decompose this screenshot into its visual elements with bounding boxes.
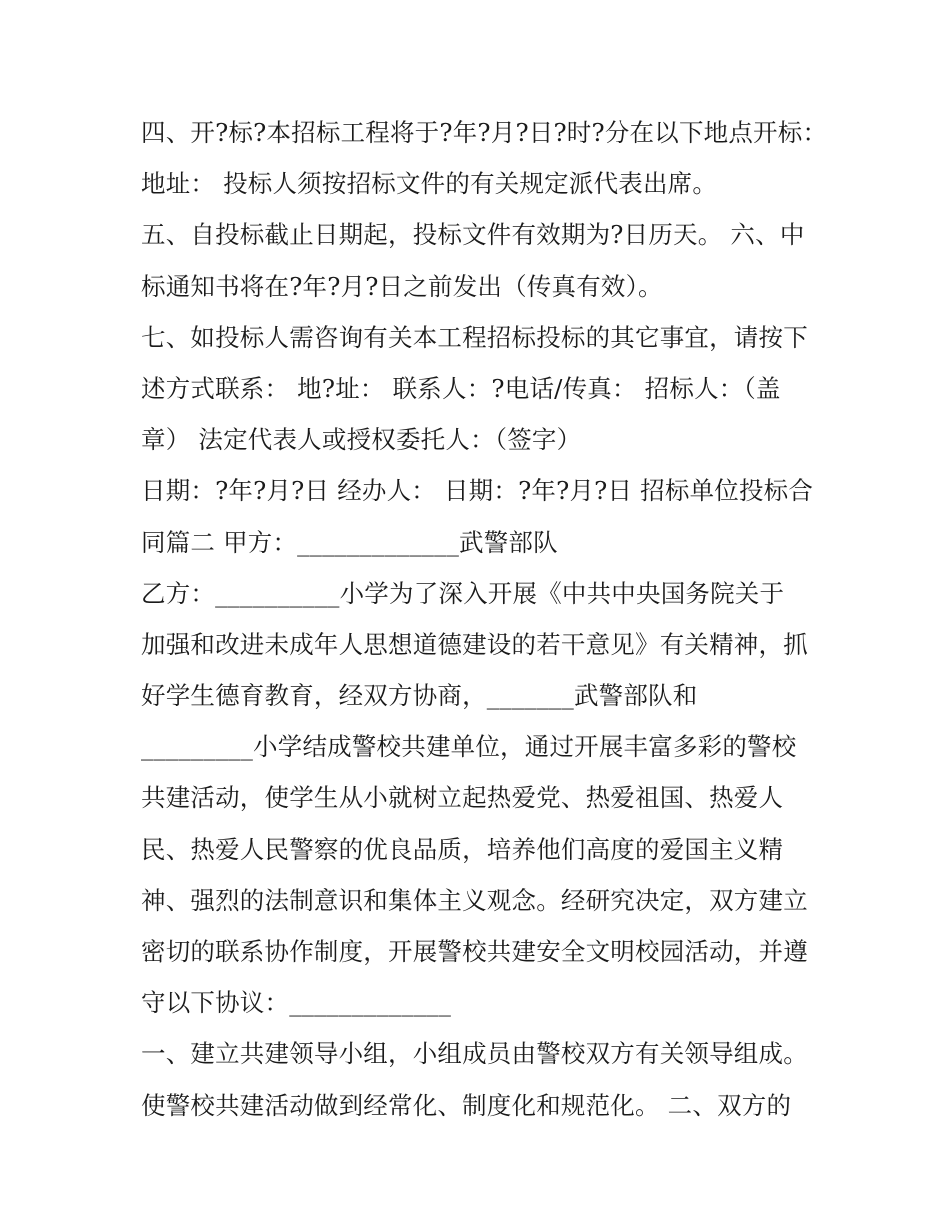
text-line: 四、开?标?本招标工程将于?年?月?日?时?分在以下地点开标： — [141, 118, 828, 147]
text-line: 标通知书将在?年?月?日之前发出（传真有效）。 — [141, 271, 663, 301]
text-line: 地址： 投标人须按招标文件的有关规定派代表出席。 — [141, 169, 718, 199]
text-line: 一、建立共建领导小组，小组成员由警校双方有关领导组成。 — [141, 1039, 808, 1069]
text-line: 五、自投标截止日期起，投标文件有效期为?日历天。 六、中 — [141, 220, 805, 250]
text-line: 七、如投标人需咨询有关本工程招标投标的其它事宜，请按下 — [141, 322, 808, 352]
text-line: 同篇二 甲方：_____________武警部队 — [141, 527, 558, 557]
document-body — [141, 107, 828, 1131]
text-line: 乙方：__________小学为了深入开展《中共中央国务院关于 — [141, 578, 785, 608]
text-line: 日期：?年?月?日 经办人： 日期：?年?月?日 招标单位投标合 — [141, 476, 814, 506]
text-line: 使警校共建活动做到经常化、制度化和规范化。 二、双方的 — [141, 1090, 792, 1120]
text-line: 共建活动，使学生从小就树立起热爱党、热爱祖国、热爱人 — [141, 783, 784, 813]
text-line: 神、强烈的法制意识和集体主义观念。经研究决定，双方建立 — [141, 885, 808, 915]
text-line: _________小学结成警校共建单位，通过开展丰富多彩的警校 — [141, 732, 797, 762]
text-line: 述方式联系： 地?址： 联系人：?电话/传真： 招标人：（盖 — [141, 373, 781, 403]
text-line: 章） 法定代表人或授权委托人：（签字） — [141, 425, 582, 455]
text-line: 加强和改进未成年人思想道德建设的若干意见》有关精神，抓 — [141, 629, 808, 659]
text-line: 好学生德育教育，经双方协商，_______武警部队和 — [141, 681, 698, 711]
text-line: 民、热爱人民警察的优良品质，培养他们高度的爱国主义精 — [141, 834, 784, 864]
text-line: 守以下协议：_____________ — [141, 988, 452, 1018]
text-line: 密切的联系协作制度，开展警校共建安全文明校园活动，并遵 — [141, 937, 808, 966]
